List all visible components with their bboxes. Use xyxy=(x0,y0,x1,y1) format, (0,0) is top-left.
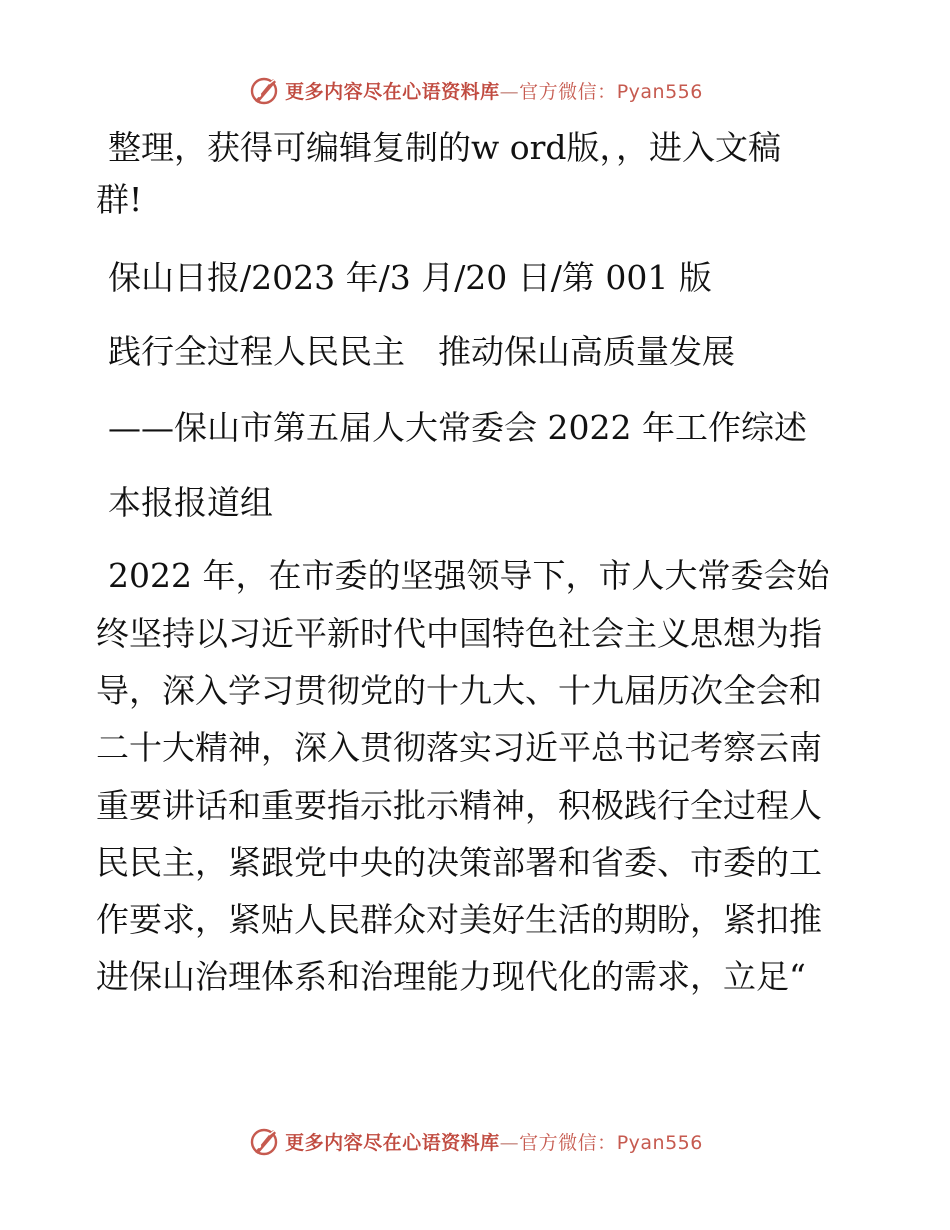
watermark-brand: 更多内容尽在心语资料库 xyxy=(285,80,500,103)
body-line: 进保山治理体系和治理能力现代化的需求，立足“ xyxy=(96,957,806,996)
body-line: 作要求，紧贴人民群众对美好生活的期盼，紧扣推 xyxy=(96,900,822,939)
body-line: 2022 年，在市委的坚强领导下，市人大常委会始 xyxy=(108,556,830,595)
watermark-text xyxy=(285,1128,703,1155)
watermark-banner-bottom xyxy=(0,1121,950,1161)
body-line: 终坚持以习近平新时代中国特色社会主义思想为指 xyxy=(96,614,822,653)
watermark-wechat-label: 官方微信： xyxy=(519,80,617,103)
body-line: 民民主，紧跟党中央的决策部署和省委、市委的工 xyxy=(96,843,822,882)
watermark-separator: — xyxy=(499,1131,520,1154)
quill-logo-icon xyxy=(247,73,281,107)
quill-logo-icon xyxy=(247,1124,281,1158)
article-subtitle: ——保山市第五届人大常委会 2022 年工作综述 xyxy=(108,408,807,447)
intro-line-2: 群! xyxy=(96,180,143,219)
watermark-separator: — xyxy=(499,80,520,103)
article-title: 践行全过程人民民主 推动保山高质量发展 xyxy=(108,332,735,371)
watermark-wechat-label: 官方微信： xyxy=(519,1131,617,1154)
watermark-banner-top xyxy=(0,70,950,110)
watermark-handle: Pyan556 xyxy=(616,1131,703,1154)
intro-line-1: 整理，获得可编辑复制的w ord版，，进入文稿 xyxy=(108,128,782,167)
byline: 本报报道组 xyxy=(108,483,273,522)
dateline: 保山日报/2023 年/3 月/20 日/第 001 版 xyxy=(108,258,712,297)
body-line: 导，深入学习贯彻党的十九大、十九届历次全会和 xyxy=(96,671,822,710)
watermark-handle: Pyan556 xyxy=(616,80,703,103)
body-line: 重要讲话和重要指示批示精神，积极践行全过程人 xyxy=(96,786,822,825)
watermark-brand: 更多内容尽在心语资料库 xyxy=(285,1131,500,1154)
body-line: 二十大精神，深入贯彻落实习近平总书记考察云南 xyxy=(96,728,822,767)
watermark-text xyxy=(285,77,703,104)
